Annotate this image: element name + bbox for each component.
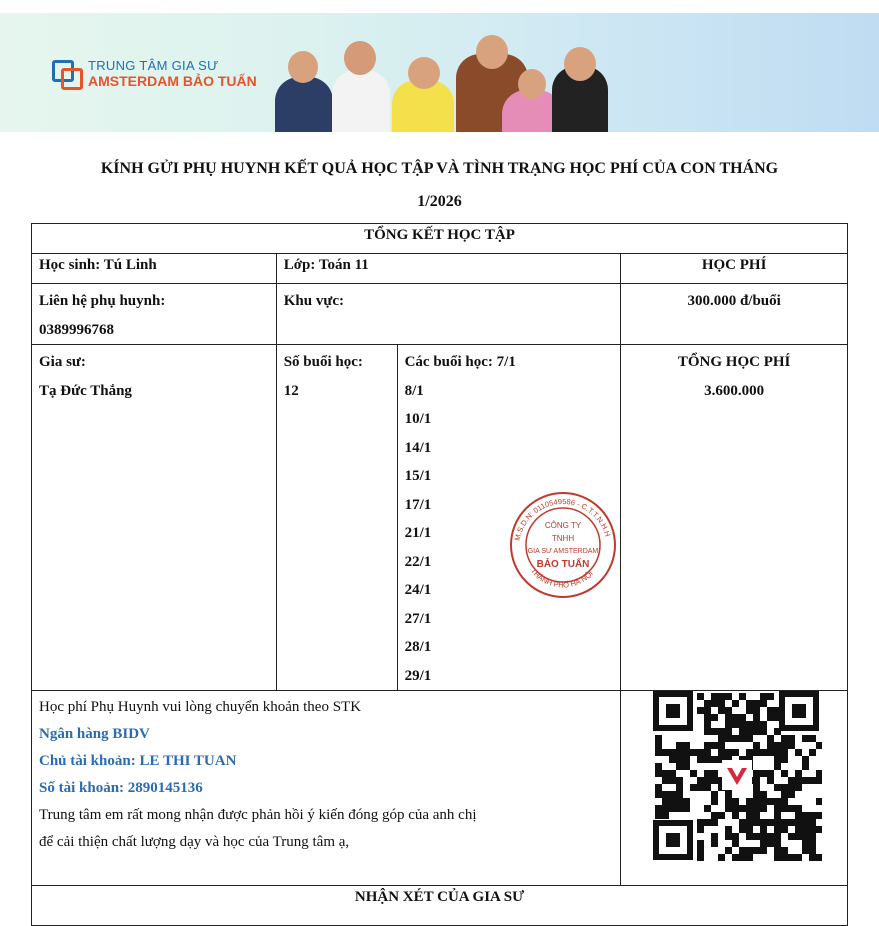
payment-instruction: Học phí Phụ Huynh vui lòng chuyển khoản theo STK	[39, 699, 362, 715]
parent-contact-cell	[32, 284, 277, 345]
parent-phone: 0389996768	[39, 321, 114, 338]
qr-logo-background	[722, 760, 752, 790]
report-month: 1/2026	[417, 193, 462, 210]
report-title: KÍNH GỬI PHỤ HUYNH KẾT QUẢ HỌC TẬP VÀ TÌNH TRẠNG HỌC PHÍ CỦA CON THÁNG	[100, 160, 779, 177]
account-holder: Chủ tài khoản: LE THI TUAN	[39, 753, 237, 769]
total-label: TỔNG HỌC PHÍ	[677, 354, 791, 370]
stamp-line2: TNHH	[551, 534, 575, 543]
session-date: 27/1	[404, 610, 432, 627]
center-logo	[52, 58, 257, 90]
stamp-line1: CÔNG TY	[544, 521, 582, 530]
header-banner	[0, 13, 879, 132]
sessions-count: 12	[283, 382, 299, 399]
feedback-line2: để cải thiện chất lượng dạy và học của Trung tâm ạ,	[39, 834, 350, 850]
session-date: 28/1	[404, 639, 432, 655]
total-value: 3.600.000	[704, 382, 765, 399]
area-cell: Khu vực:	[276, 284, 621, 345]
class-cell: Lớp: Toán 11	[276, 254, 621, 284]
parent-contact-label: Liên hệ phụ huynh:	[39, 293, 166, 309]
session-date: 29/1	[404, 667, 432, 684]
logo-line2: AMSTERDAM BẢO TUẤN	[88, 73, 257, 89]
stamp-ring-text: M.S.D.N: 0110549586 - C.T.T.N.H.H	[512, 496, 613, 542]
logo-line1: TRUNG TÂM GIA SƯ	[88, 58, 219, 73]
tutor-label: Gia sư:	[39, 354, 86, 370]
session-date: 21/1	[404, 525, 432, 541]
session-date: 24/1	[404, 582, 432, 598]
session-date: 17/1	[404, 496, 432, 513]
feedback-line1: Trung tâm em rất mong nhận được phản hồi ý kiến đóng góp của anh chị	[39, 807, 477, 823]
logo-mark-icon	[52, 60, 82, 88]
comments-heading: NHẬN XÉT CỦA GIA SƯ	[32, 886, 848, 926]
bank-name: Ngân hàng BIDV	[39, 726, 150, 742]
stamp-line4: BẢO TUẤN	[536, 559, 590, 570]
payment-qr-code	[650, 688, 822, 863]
sessions-cell	[276, 345, 397, 691]
tutor-cell	[32, 345, 277, 691]
dates-label: Các buổi học: 7/1	[404, 354, 516, 370]
account-number: Số tài khoản: 2890145136	[39, 780, 203, 796]
stamp-bottom-text: THÀNH PHỐ HÀ NỘI	[528, 566, 595, 590]
total-cell	[621, 345, 848, 691]
session-date: 14/1	[404, 439, 432, 456]
company-stamp	[505, 490, 621, 600]
tutor-name: Tạ Đức Thắng	[39, 382, 132, 399]
session-date: 8/1	[404, 382, 424, 399]
session-date: 15/1	[404, 468, 432, 484]
banner-people-illustration	[270, 33, 610, 132]
fee-header-cell: HỌC PHÍ	[621, 254, 848, 284]
session-date: 22/1	[404, 553, 432, 570]
session-date: 10/1	[404, 411, 432, 427]
table-heading: TỔNG KẾT HỌC TẬP	[32, 224, 848, 254]
payment-cell	[32, 691, 621, 886]
student-cell: Học sinh: Tú Linh	[32, 254, 277, 284]
stamp-line3: GIA SƯ AMSTERDAM	[527, 548, 599, 555]
fee-rate-cell: 300.000 đ/buổi	[621, 284, 848, 345]
sessions-label: Số buổi học:	[283, 354, 363, 370]
